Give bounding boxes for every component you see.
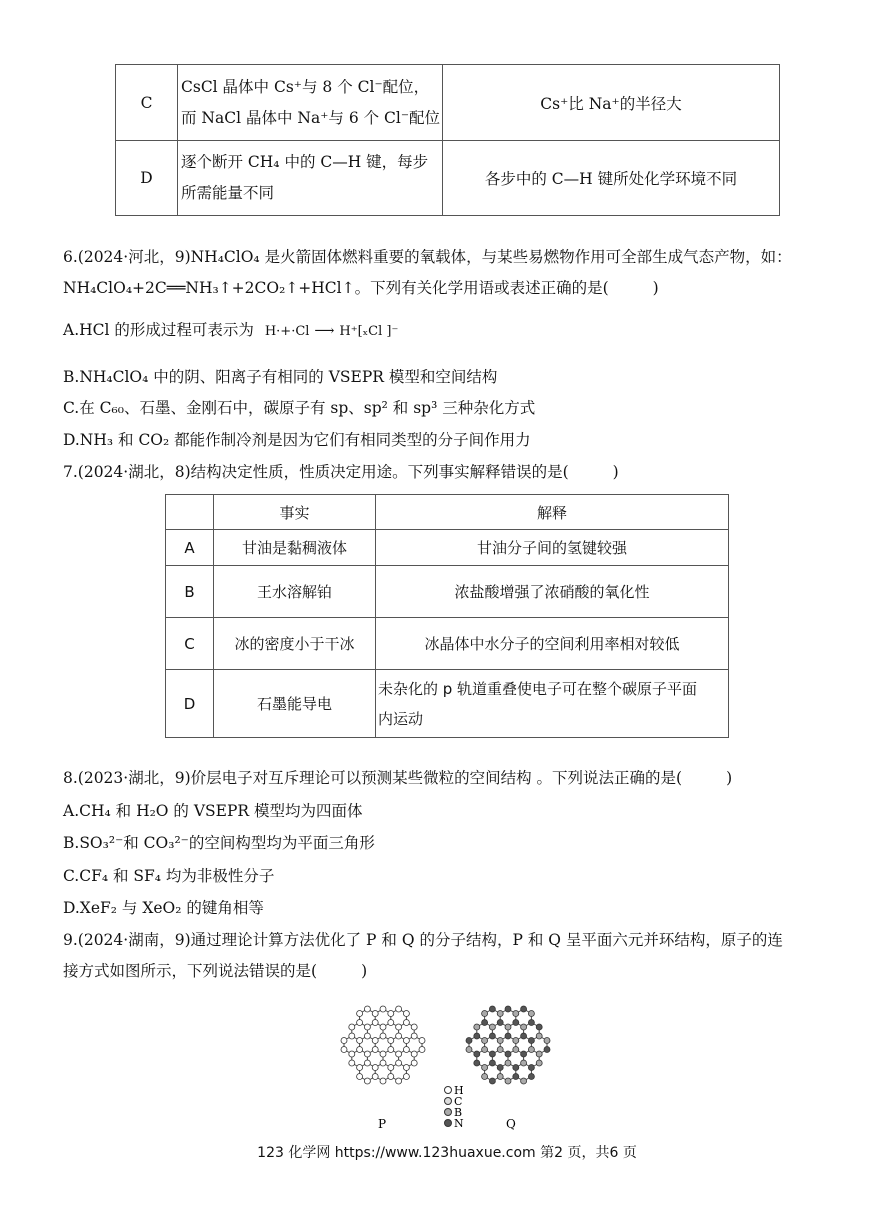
atom [341,1038,347,1044]
atom [388,1038,394,1044]
atom [513,1047,519,1053]
atom [482,1047,488,1053]
atom [505,1051,511,1057]
atom [364,1060,370,1066]
reason-cell: 冰晶体中水分子的空间利用率相对较低 [376,618,729,670]
atom [380,1078,386,1084]
atom [357,1065,363,1071]
q7-stem [63,462,619,482]
atom [474,1024,480,1030]
atom [513,1065,519,1071]
atom [505,1033,511,1039]
q9-stem-text: 接方式如图所示，下列说法错误的是( [63,962,318,980]
fact-cell: 王水溶解铂 [214,566,376,618]
atom [403,1047,409,1053]
atom [489,1060,495,1066]
atom [419,1038,425,1044]
row-label: D [116,141,178,216]
fact-line: 而 NaCl 晶体中 Na⁺与 6 个 Cl⁻配位 [181,108,441,127]
atom [372,1011,378,1017]
legend-b: B [454,1106,463,1119]
page-footer: 123 化学网 https://www.123huaxue.com 第2 页，共6 页 [257,1145,637,1161]
atom [388,1047,394,1053]
atom [372,1038,378,1044]
atom [396,1033,402,1039]
row-label: B [166,566,214,618]
molecule-figure [318,990,568,1135]
atom [544,1038,550,1044]
atom [497,1065,503,1071]
atom [388,1011,394,1017]
atom [411,1060,417,1066]
arrow-icon: ⟶ [314,323,335,339]
atom [388,1020,394,1026]
fact-line: 所需能量不同 [181,184,275,202]
atom [380,1033,386,1039]
atom [497,1047,503,1053]
q8-stem [63,768,732,788]
reason-cell: Cs⁺比 Na⁺的半径大 [443,65,780,141]
atom [380,1051,386,1057]
atom [388,1074,394,1080]
top-table [115,64,780,216]
header-fact: 事实 [214,495,376,530]
atom [411,1024,417,1030]
electron-formula-left: H·+·Cl [264,324,310,339]
atom [403,1065,409,1071]
fact-cell: 冰的密度小于干冰 [214,618,376,670]
reason-line: 未杂化的 p 轨道重叠使电子可在整个碳原子平面 [378,679,698,698]
q6-option-c: C.在 C₆₀、石墨、金刚石中，碳原子有 sp、sp² 和 sp³ 三种杂化方式 [63,399,536,417]
atom [411,1051,417,1057]
atom [419,1047,425,1053]
atom [482,1065,488,1071]
atom [357,1020,363,1026]
atom [521,1024,527,1030]
atom [474,1060,480,1066]
atom [536,1024,542,1030]
fact-cell [178,141,443,216]
answer-paren: ) [361,962,368,980]
atom [411,1033,417,1039]
atom [403,1020,409,1026]
fact-cell: 甘油是黏稠液体 [214,530,376,566]
atom [482,1020,488,1026]
atom [396,1051,402,1057]
reason-cell: 甘油分子间的氢键较强 [376,530,729,566]
q6-stem-line2 [63,278,659,298]
atom [521,1060,527,1066]
q7-stem-text: 7.(2024·湖北，8)结构决定性质，性质决定用途。下列事实解释错误的是( [63,463,569,481]
atom [349,1060,355,1066]
legend-n: N [454,1117,464,1130]
atom [364,1051,370,1057]
reason-cell: 浓盐酸增强了浓硝酸的氧化性 [376,566,729,618]
q9-stem-line2 [63,961,367,981]
q8-option-c: C.CF₄ 和 SF₄ 均为非极性分子 [63,867,275,885]
atom [528,1011,534,1017]
row-label: C [116,65,178,141]
atom [497,1074,503,1080]
atom [528,1047,534,1053]
atom [544,1047,550,1053]
atom [396,1006,402,1012]
q6-option-b: B.NH₄ClO₄ 中的阴、阳离子有相同的 VSEPR 模型和空间结构 [63,368,498,386]
atom [364,1006,370,1012]
header-empty [166,495,214,530]
atom [357,1011,363,1017]
atom [482,1038,488,1044]
atom [474,1051,480,1057]
atom [357,1038,363,1044]
q6-stem-text: NH₄ClO₄+2C══NH₃↑+2CO₂↑+HCl↑。下列有关化学用语或表述正确的是( [63,279,609,297]
answer-paren: ) [726,769,733,787]
atom [497,1011,503,1017]
atom [505,1078,511,1084]
q6-option-a [63,320,398,342]
atom [364,1024,370,1030]
molecule-q [466,1006,550,1084]
legend-c: C [454,1095,463,1108]
atom [505,1006,511,1012]
atom [372,1065,378,1071]
legend [445,1084,465,1130]
reason-cell: 各步中的 C—H 键所处化学环境不同 [443,141,780,216]
fact-cell [178,65,443,141]
atom [482,1074,488,1080]
reason-cell [376,670,729,738]
atom [466,1047,472,1053]
atom [380,1060,386,1066]
atom [513,1011,519,1017]
atom [505,1024,511,1030]
answer-paren: ) [612,463,619,481]
atom [341,1047,347,1053]
row-label: D [166,670,214,738]
fact-line: CsCl 晶体中 Cs⁺与 8 个 Cl⁻配位， [181,77,430,96]
row-label: C [166,618,214,670]
legend-h: H [454,1084,464,1097]
atom [403,1074,409,1080]
option-text: A.HCl 的形成过程可表示为 [63,321,254,339]
header-reason: 解释 [376,495,729,530]
label-q: Q [506,1117,516,1131]
electron-formula-right: H⁺[ₓCl ]⁻ [339,324,399,339]
atom [396,1060,402,1066]
atom [528,1038,534,1044]
atom [489,1006,495,1012]
atom [521,1006,527,1012]
atom [403,1011,409,1017]
atom [528,1065,534,1071]
q8-option-b: B.SO₃²⁻和 CO₃²⁻的空间构型均为平面三角形 [63,834,375,852]
atom [403,1038,409,1044]
atom [536,1051,542,1057]
atom [489,1033,495,1039]
label-p: P [378,1117,387,1131]
atom [489,1078,495,1084]
legend-c-icon [445,1098,452,1105]
q8-stem-text: 8.(2023·湖北，9)价层电子对互斥理论可以预测某些微粒的空间结构 。下列说法正确的是( [63,769,683,787]
atom [528,1074,534,1080]
atom [388,1065,394,1071]
atom [497,1020,503,1026]
atom [349,1051,355,1057]
q9-stem-line1: 9.(2024·湖南，9)通过理论计算方法优化了 P 和 Q 的分子结构，P 和 Q 呈平面六元并环结构，原子的连 [63,931,783,949]
atom [380,1006,386,1012]
row-label: A [166,530,214,566]
atom [380,1024,386,1030]
atom [497,1038,503,1044]
answer-paren: ) [652,279,659,297]
atom [536,1060,542,1066]
atom [513,1038,519,1044]
atom [349,1033,355,1039]
q6-stem-line1: 6.(2024·河北，9)NH₄ClO₄ 是火箭固体燃料重要的氧载体，与某些易燃物作用可全部生成气态产物，如： [63,248,792,266]
reason-line: 内运动 [378,709,424,728]
atom [513,1020,519,1026]
atom [466,1038,472,1044]
atom [349,1024,355,1030]
legend-b-icon [445,1109,452,1116]
atom [505,1060,511,1066]
atom [364,1033,370,1039]
atom [513,1074,519,1080]
atom [521,1033,527,1039]
q6-option-d: D.NH₃ 和 CO₂ 都能作制冷剂是因为它们有相同类型的分子间作用力 [63,431,531,449]
atom [482,1011,488,1017]
atom [536,1033,542,1039]
q7-table [165,494,729,738]
q8-option-a: A.CH₄ 和 H₂O 的 VSEPR 模型均为四面体 [63,802,363,820]
atom [372,1020,378,1026]
atom [521,1078,527,1084]
atom [396,1024,402,1030]
molecule-p [341,1006,425,1084]
atom [357,1047,363,1053]
atom [489,1051,495,1057]
atom [396,1078,402,1084]
atom [521,1051,527,1057]
atom [528,1020,534,1026]
atom [357,1074,363,1080]
legend-n-icon [445,1120,452,1127]
atom [489,1024,495,1030]
atom [364,1078,370,1084]
atom [474,1033,480,1039]
legend-h-icon [445,1087,452,1094]
q8-option-d: D.XeF₂ 与 XeO₂ 的键角相等 [63,899,264,917]
fact-cell: 石墨能导电 [214,670,376,738]
fact-line: 逐个断开 CH₄ 中的 C—H 键，每步 [181,153,429,171]
atom [372,1047,378,1053]
atom [372,1074,378,1080]
